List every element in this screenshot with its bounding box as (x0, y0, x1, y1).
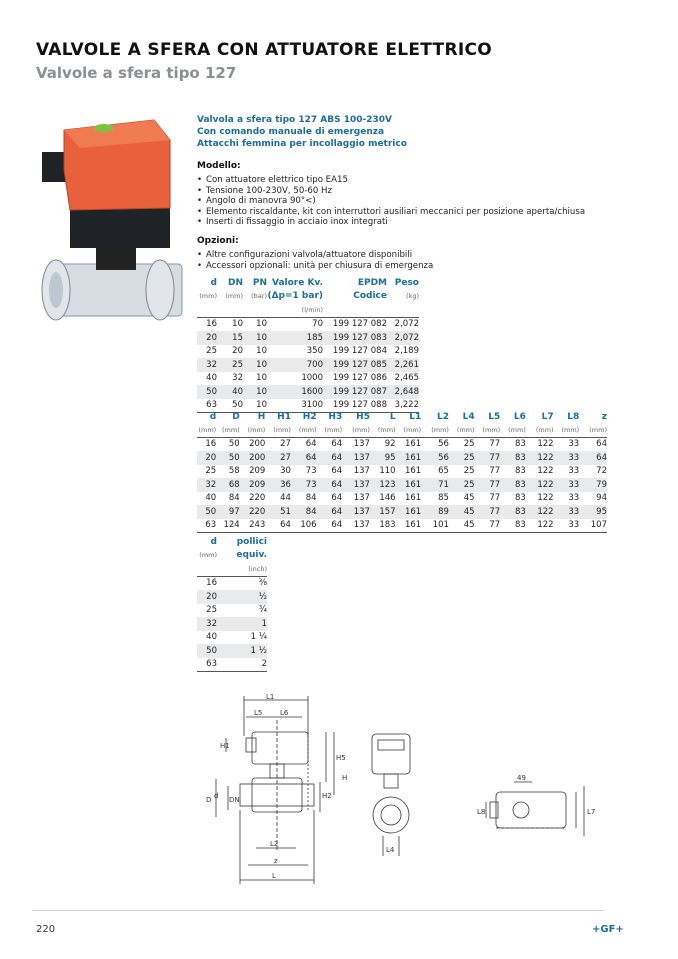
table-cell: 68 (216, 478, 239, 492)
table-cell: 64 (291, 437, 317, 451)
table-cell: 25 (449, 465, 475, 479)
col-unit: (mm) (273, 426, 291, 434)
table-cell: 107 (579, 519, 607, 533)
table-cell: 33 (554, 451, 580, 465)
table-cell: 45 (449, 519, 475, 533)
col-unit: (mm) (535, 426, 554, 434)
table-row (197, 492, 607, 506)
table-cell: 40 (217, 385, 243, 399)
table-row (197, 372, 419, 386)
table-cell: 64 (317, 478, 343, 492)
table-cell: 137 (342, 465, 370, 479)
table-cell: 137 (342, 519, 370, 533)
table-cell: 77 (475, 478, 501, 492)
table-cell: 84 (216, 492, 239, 506)
table-cell: 64 (317, 519, 343, 533)
col-unit: (mm) (403, 426, 422, 434)
table-cell: 63 (197, 519, 216, 533)
table-cell: 2,072 (387, 317, 419, 331)
table-cell: 50 (216, 451, 239, 465)
table-cell: 30 (265, 465, 291, 479)
col-header: Peso (394, 277, 419, 288)
table-cell: 700 (267, 358, 323, 372)
table-cell: 71 (421, 478, 449, 492)
table-cell: 33 (554, 519, 580, 533)
table-cell: 89 (421, 505, 449, 519)
table-row (197, 437, 607, 451)
col-unit: (mm) (561, 426, 580, 434)
table-cell: 183 (370, 519, 396, 533)
table-cell: 50 (197, 505, 216, 519)
page-number: 220 (36, 924, 56, 935)
table-row (197, 478, 607, 492)
table-cell: 110 (370, 465, 396, 479)
table-cell: 199 127 082 (323, 317, 387, 331)
table-row (197, 617, 267, 631)
table-cell: 95 (579, 505, 607, 519)
col-header: L6 (513, 411, 526, 422)
col-unit: (kg) (406, 292, 419, 301)
table-cell: 137 (342, 437, 370, 451)
table-cell: 50 (197, 385, 217, 399)
table-cell: 199 127 086 (323, 372, 387, 386)
dim-label: L4 (386, 846, 395, 854)
col-unit: (mm) (589, 426, 607, 434)
table-cell: 10 (217, 317, 243, 331)
col-unit: (mm) (198, 426, 217, 434)
col-unit: (mm) (247, 426, 266, 434)
model-list (197, 175, 617, 228)
dim-label: H5 (336, 754, 346, 762)
col-unit: (inch) (248, 564, 267, 573)
table-cell: 50 (216, 437, 239, 451)
table-cell: 2 (217, 658, 267, 672)
table-cell: 64 (579, 437, 607, 451)
table-cell: 161 (396, 519, 422, 533)
table-cell: 10 (243, 317, 267, 331)
table-row (197, 331, 419, 345)
table-row (197, 385, 419, 399)
table-cell: 25 (197, 345, 217, 359)
table-cell: 25 (449, 478, 475, 492)
list-item: • Angolo di manovra 90°<) (197, 196, 617, 207)
dim-label: L (272, 872, 276, 880)
table-cell: 25 (197, 465, 216, 479)
table-cell: 350 (267, 345, 323, 359)
dim-label: H1 (220, 742, 230, 750)
table-cell: 77 (475, 505, 501, 519)
table-cell: 25 (217, 358, 243, 372)
col-header: Codice (353, 291, 387, 302)
table-cell: 10 (243, 399, 267, 413)
table-cell: 65 (421, 465, 449, 479)
table-cell: 199 127 087 (323, 385, 387, 399)
table-cell: 63 (197, 658, 217, 672)
table-cell: 92 (370, 437, 396, 451)
col-header: equiv. (236, 550, 267, 561)
col-header: H5 (356, 411, 370, 422)
table-cell: 56 (421, 451, 449, 465)
options-title: Opzioni: (197, 236, 239, 246)
table-cell: 161 (396, 492, 422, 506)
table-cell: 2,648 (387, 385, 419, 399)
table-cell: 58 (216, 465, 239, 479)
col-unit: (l/min) (301, 305, 323, 314)
col-unit: (mm) (456, 426, 475, 434)
table-cell: 243 (240, 519, 266, 533)
table-cell: 123 (370, 478, 396, 492)
table-cell: 15 (217, 331, 243, 345)
model-title: Modello: (197, 161, 241, 171)
table-cell: 1 (217, 617, 267, 631)
dim-label: 49 (517, 774, 526, 782)
dim-label: L5 (254, 709, 263, 717)
col-header: L7 (541, 411, 554, 422)
table-cell: 10 (243, 331, 267, 345)
top-view-drawing (486, 782, 584, 836)
col-header: (Δp=1 bar) (267, 291, 323, 302)
product-headline: Valvola a sfera tipo 127 ABS 100-230V Con comando manuale di emergenza Attacchi femmina per incollaggio metrico (197, 115, 407, 149)
table-cell: 36 (265, 478, 291, 492)
col-header: PN (252, 277, 267, 288)
table-cell: 209 (240, 478, 266, 492)
table-cell: 33 (554, 437, 580, 451)
table-cell: 64 (579, 451, 607, 465)
col-unit: (mm) (221, 426, 240, 434)
col-header: L (389, 411, 396, 422)
table-row (197, 604, 267, 618)
table-cell: 32 (197, 617, 217, 631)
table-cell: 40 (197, 372, 217, 386)
table-cell: 64 (265, 519, 291, 533)
table-cell: 32 (197, 478, 216, 492)
col-unit: (mm) (377, 426, 396, 434)
col-unit: (mm) (199, 551, 217, 560)
table-cell: 64 (317, 465, 343, 479)
col-unit: (mm) (199, 292, 217, 301)
table-cell: 161 (396, 478, 422, 492)
table-cell: 84 (291, 505, 317, 519)
table-dimensions (197, 410, 607, 533)
table-row (197, 658, 267, 672)
table-cell: 94 (579, 492, 607, 506)
table-cell: 27 (265, 437, 291, 451)
col-header: EPDM (357, 277, 387, 288)
table-cell: 161 (396, 451, 422, 465)
table-cell: 161 (396, 505, 422, 519)
col-header: L1 (409, 411, 422, 422)
table-cell: 157 (370, 505, 396, 519)
table-cell: 79 (579, 478, 607, 492)
dim-label: L1 (266, 693, 275, 701)
table-cell: 220 (240, 492, 266, 506)
table-cell: 1 ¼ (217, 631, 267, 645)
table-cell: 3100 (267, 399, 323, 413)
table-cell: ½ (217, 590, 267, 604)
col-header: DN (227, 277, 243, 288)
table-row (197, 590, 267, 604)
table-cell: 199 127 088 (323, 399, 387, 413)
table-inch-equivalent (197, 535, 267, 672)
table-cell: 137 (342, 505, 370, 519)
col-header: pollici (236, 536, 267, 547)
table-cell: 10 (243, 345, 267, 359)
table-cell: 2,189 (387, 345, 419, 359)
table-cell: 122 (526, 478, 554, 492)
table-cell: 2,261 (387, 358, 419, 372)
table-cell: 77 (475, 465, 501, 479)
side-view-drawing (372, 734, 410, 856)
dim-label: L7 (587, 808, 596, 816)
col-header: L4 (462, 411, 475, 422)
col-header: d (210, 277, 217, 288)
table-cell: 51 (265, 505, 291, 519)
table-cell: 122 (526, 437, 554, 451)
dim-label: L2 (270, 840, 279, 848)
table-cell: 77 (475, 437, 501, 451)
col-header: D (232, 411, 240, 422)
table-cell: 16 (197, 437, 216, 451)
table-cell: 33 (554, 505, 580, 519)
table-cell: 2,072 (387, 331, 419, 345)
table-cell: 64 (291, 451, 317, 465)
table-cell: 199 127 083 (323, 331, 387, 345)
table-cell: 56 (421, 437, 449, 451)
table-cell: 44 (265, 492, 291, 506)
table-row (197, 576, 267, 590)
table-cell: 10 (243, 358, 267, 372)
list-item: • Accessori opzionali: unità per chiusura di emergenza (197, 261, 617, 272)
col-unit: (mm) (508, 426, 526, 434)
list-item: • Tensione 100-230V, 50-60 Hz (197, 186, 617, 197)
table-cell: ¾ (217, 604, 267, 618)
col-header: L5 (488, 411, 501, 422)
front-view-drawing (216, 696, 334, 884)
table-cell: 146 (370, 492, 396, 506)
table-cell: 25 (449, 451, 475, 465)
table-cell: 1 ½ (217, 644, 267, 658)
table-cell: 64 (317, 505, 343, 519)
table-cell: 50 (197, 644, 217, 658)
table-cell: 32 (197, 358, 217, 372)
table-cell: 97 (216, 505, 239, 519)
table-cell: 199 127 085 (323, 358, 387, 372)
table-cell: 20 (197, 331, 217, 345)
col-header: H2 (302, 411, 317, 422)
col-header: Valore Kv. (271, 277, 323, 288)
list-item: • Inserti di fissaggio in acciaio inox integrati (197, 217, 617, 228)
col-unit: (mm) (352, 426, 370, 434)
table-row (197, 451, 607, 465)
col-unit: (mm) (298, 426, 317, 434)
table-cell: 137 (342, 451, 370, 465)
dim-label: z (274, 857, 278, 865)
table-cell: 83 (500, 505, 526, 519)
table-cell: ⅜ (217, 576, 267, 590)
page-title: VALVOLE A SFERA CON ATTUATORE ELETTRICO (36, 40, 492, 60)
table-row (197, 644, 267, 658)
table-cell: 200 (240, 451, 266, 465)
table-cell: 20 (197, 590, 217, 604)
table-cell: 106 (291, 519, 317, 533)
table-cell: 70 (267, 317, 323, 331)
col-header: H3 (328, 411, 343, 422)
table-cell: 27 (265, 451, 291, 465)
table-cell: 2,465 (387, 372, 419, 386)
table-row (197, 358, 419, 372)
table-cell: 40 (197, 492, 216, 506)
table-cell: 33 (554, 465, 580, 479)
technical-drawings (196, 690, 616, 890)
table-cell: 32 (217, 372, 243, 386)
table-cell: 16 (197, 317, 217, 331)
table-row (197, 631, 267, 645)
table-cell: 199 127 084 (323, 345, 387, 359)
table-row (197, 345, 419, 359)
table-cell: 83 (500, 437, 526, 451)
table-specs (197, 276, 419, 413)
table-cell: 63 (197, 399, 217, 413)
table-cell: 200 (240, 437, 266, 451)
table-cell: 64 (317, 437, 343, 451)
table-row (197, 505, 607, 519)
table-cell: 185 (267, 331, 323, 345)
table-cell: 161 (396, 437, 422, 451)
table-cell: 64 (317, 492, 343, 506)
table-cell: 83 (500, 465, 526, 479)
list-item: • Elemento riscaldante, kit con interruttori ausiliari meccanici per posizione aperta/chiusa (197, 207, 617, 218)
table-cell: 122 (526, 492, 554, 506)
product-photo (36, 110, 186, 330)
col-unit: (mm) (482, 426, 501, 434)
table-cell: 1600 (267, 385, 323, 399)
table-row (197, 317, 419, 331)
col-unit: (mm) (431, 426, 449, 434)
table-cell: 45 (449, 492, 475, 506)
col-unit: (mm) (324, 426, 343, 434)
table-cell: 45 (449, 505, 475, 519)
table-cell: 124 (216, 519, 239, 533)
table-cell: 83 (500, 492, 526, 506)
table-cell: 1000 (267, 372, 323, 386)
table-cell: 161 (396, 465, 422, 479)
col-header: L8 (567, 411, 580, 422)
brand-logo: +GF+ (592, 924, 624, 935)
table-cell: 137 (342, 492, 370, 506)
table-cell: 72 (579, 465, 607, 479)
table-cell: 83 (500, 478, 526, 492)
col-header: L2 (436, 411, 449, 422)
page-subtitle: Valvole a sfera tipo 127 (36, 64, 237, 82)
col-header: d (210, 536, 217, 547)
table-cell: 10 (243, 385, 267, 399)
table-cell: 77 (475, 492, 501, 506)
col-header: z (601, 411, 607, 422)
table-cell: 83 (500, 451, 526, 465)
col-unit: (mm) (225, 292, 243, 301)
table-cell: 73 (291, 465, 317, 479)
options-list (197, 250, 617, 271)
table-cell: 20 (197, 451, 216, 465)
table-row (197, 465, 607, 479)
dim-label: D (206, 796, 212, 804)
dim-label: H (342, 774, 348, 782)
col-header: H1 (277, 411, 291, 422)
table-cell: 85 (421, 492, 449, 506)
dim-label: L6 (280, 709, 289, 717)
table-cell: 64 (317, 451, 343, 465)
table-cell: 77 (475, 451, 501, 465)
table-cell: 95 (370, 451, 396, 465)
table-cell: 220 (240, 505, 266, 519)
table-cell: 77 (475, 519, 501, 533)
table-cell: 101 (421, 519, 449, 533)
table-cell: 122 (526, 451, 554, 465)
dim-label: L8 (477, 808, 486, 816)
table-cell: 122 (526, 519, 554, 533)
table-cell: 137 (342, 478, 370, 492)
list-item: • Con attuatore elettrico tipo EA15 (197, 175, 617, 186)
list-item: • Altre configurazioni valvola/attuatore disponibili (197, 250, 617, 261)
table-cell: 50 (217, 399, 243, 413)
table-cell: 20 (217, 345, 243, 359)
table-cell: 209 (240, 465, 266, 479)
table-cell: 40 (197, 631, 217, 645)
footer-divider (32, 910, 604, 911)
table-cell: 25 (197, 604, 217, 618)
table-cell: 84 (291, 492, 317, 506)
table-cell: 122 (526, 505, 554, 519)
dim-label: d (214, 792, 219, 800)
table-cell: 33 (554, 478, 580, 492)
dim-label: H2 (322, 792, 332, 800)
table-cell: 83 (500, 519, 526, 533)
col-header: H (257, 411, 266, 422)
table-cell: 16 (197, 576, 217, 590)
dim-label: DN (229, 796, 240, 804)
table-cell: 10 (243, 372, 267, 386)
col-header: d (209, 411, 217, 422)
col-unit: (bar) (251, 292, 267, 301)
table-cell: 3,222 (387, 399, 419, 413)
table-row (197, 519, 607, 533)
table-cell: 122 (526, 465, 554, 479)
table-cell: 73 (291, 478, 317, 492)
table-cell: 25 (449, 437, 475, 451)
table-cell: 33 (554, 492, 580, 506)
